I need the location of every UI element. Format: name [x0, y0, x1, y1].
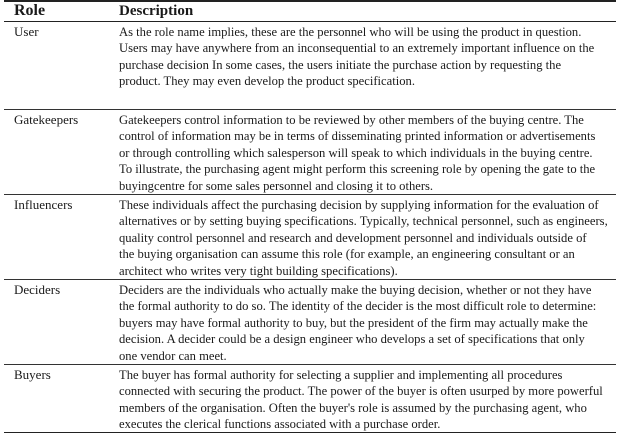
role-cell: User: [14, 24, 39, 39]
description-line: the buying organisation can assume this role (for example, an engineering consultant or an: [119, 247, 575, 262]
description-cell: [114, 195, 616, 279]
role-cell: Gatekeepers: [14, 112, 79, 127]
description-line: or through controlling which salesperson will speak to which individuals in the buying centre.: [119, 145, 593, 160]
roles-table: [4, 0, 616, 433]
description-line: members of the organisation. Often the buyer's role is assumed by the purchasing agent, who: [119, 400, 587, 415]
description-line: The buyer has formal authority for selecting a supplier and implementing all procedures: [119, 368, 563, 382]
role-cell: Influencers: [14, 197, 73, 212]
description-cell: [114, 365, 616, 432]
description-line: Users may have anywhere from an inconsequential to an extremely important influence on the: [119, 41, 595, 56]
description-line: Deciders are the individuals who actually make the buying decision, whether or not they have: [119, 283, 592, 297]
description-line: Gatekeepers control information to be reviewed by other members of the buying centre. The: [119, 113, 584, 127]
table-row-deciders: [4, 280, 616, 365]
description-line: purchase decision In some cases, the users initiate the purchase action by requesting the: [119, 57, 562, 72]
role-cell: Deciders: [14, 282, 61, 297]
description-line: decision. A decider could be a design engineer who develops a set of specifications that only: [119, 332, 585, 347]
description-line: These individuals affect the purchasing decision by supplying information for the evaluation of: [119, 198, 599, 212]
description-line: architect who writes very tight building specifications).: [119, 263, 398, 278]
description-line: alternatives or by setting buying specifications. Typically, technical personnel, such as engineers,: [119, 214, 608, 229]
table-row-gatekeepers: [4, 110, 616, 195]
table-row-buyers: [4, 365, 616, 433]
description-line: control of information may be in terms of disseminating printed information or advertisements: [119, 129, 596, 144]
description-cell: [114, 280, 616, 364]
description-line: connected with securing the product. The power of the buyer is often usurped by more powerful: [119, 384, 603, 399]
description-line: buyingcentre for some sales personnel and closing it to others.: [119, 178, 434, 193]
table-row-influencers: [4, 195, 616, 280]
description-line: To illustrate, the purchasing agent might perform this screening role by opening the gate to the: [119, 162, 596, 177]
description-line: one vendor can meet.: [119, 348, 227, 363]
table-row-user: [4, 22, 616, 110]
description-line: executes the clerical functions associated with a purchase order.: [119, 417, 441, 432]
table-header: [4, 0, 616, 22]
description-line: buyers may have formal authority to buy, but the president of the firm may actually make the: [119, 315, 588, 330]
description-line: As the role name implies, these are the personnel who will be using the product in question.: [119, 25, 582, 39]
role-cell: Buyers: [14, 367, 51, 382]
header-description: Description: [119, 3, 194, 19]
description-line: quality control personnel and research and development personnel and individuals outside of: [119, 230, 587, 245]
header-role: Role: [14, 2, 46, 19]
description-line: product. They may even develop the product specification.: [119, 74, 415, 89]
description-cell: [114, 110, 616, 194]
description-line: the formal authority to do so. The identity of the decider is the most difficult role to determine:: [119, 299, 597, 314]
description-cell: [114, 22, 616, 109]
